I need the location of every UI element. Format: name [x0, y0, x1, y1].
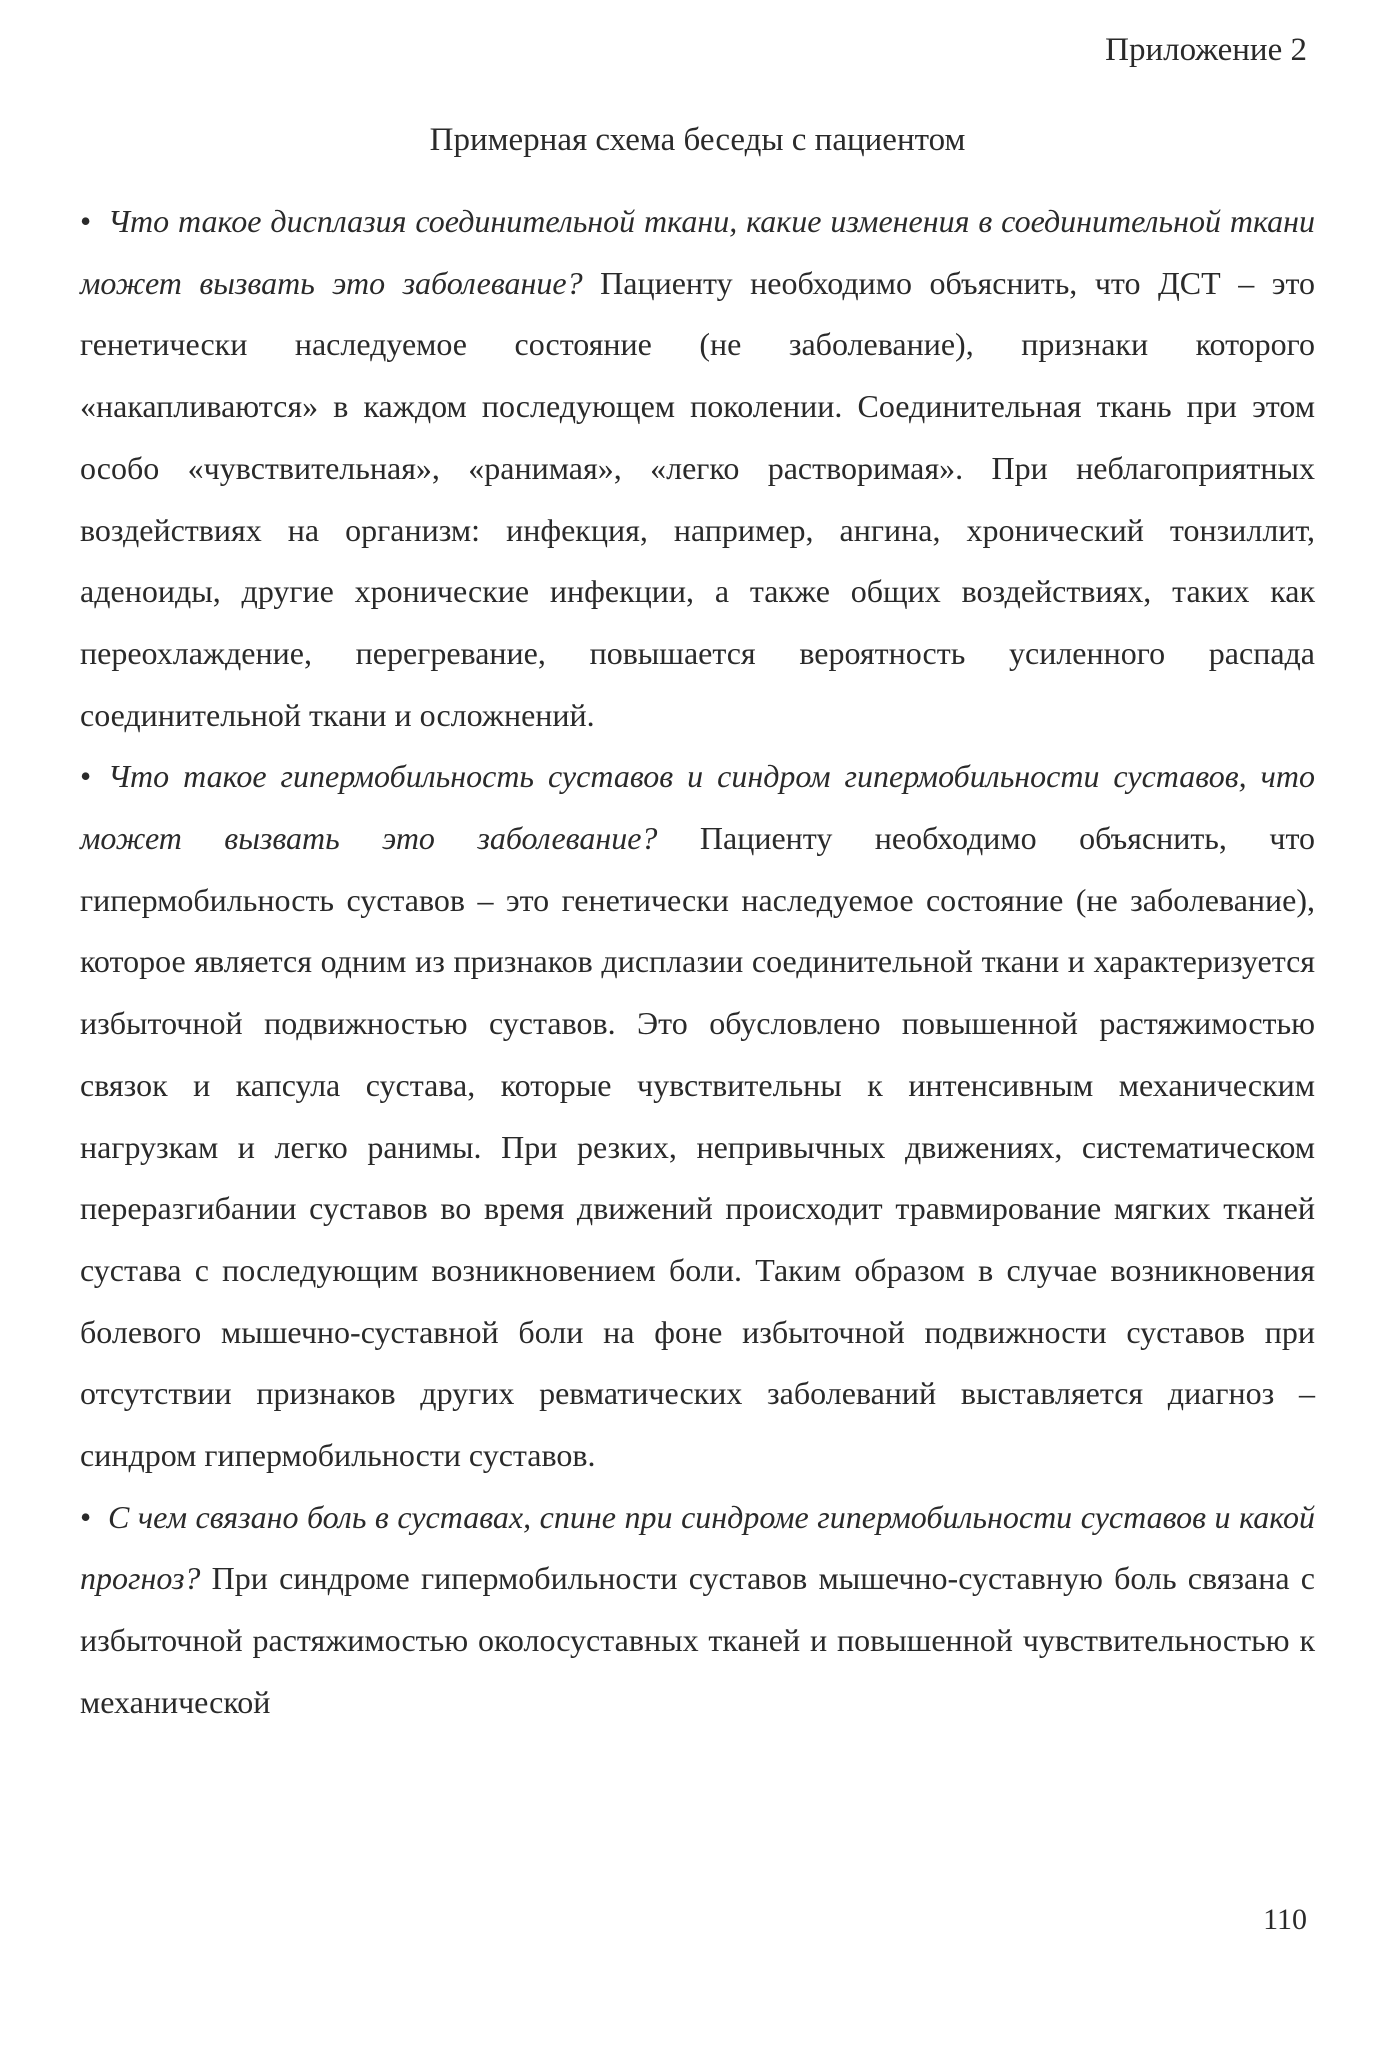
question-text: С чем связано боль в суставах, спине при синдроме гипермобильности суставов и какой прогноз?	[80, 1498, 1315, 1597]
paragraph-item-1	[80, 191, 1315, 746]
bullet-icon: •	[80, 758, 92, 795]
appendix-label: Приложение 2	[1105, 32, 1307, 68]
paragraph-item-3	[80, 1487, 1315, 1734]
answer-text: Пациенту необходимо объяснить, что гипермобильность суставов – это генетически наследуемое состояние (не заболевание), которое является одним из признаков дисплазии соединительной ткани и характеризуется избыточной подвижностью суставов. Это обусловлено повышенной растяжимостью связок и капсула сустава, которые чувствительны к интенсивным механическим нагрузкам и легко ранимы. При резких, непривычных движениях, систематическом переразгибании суставов во время движений происходит травмирование мягких тканей сустава с последующим возникновением боли. Таким образом в случае возникновения болевого мышечно-суставной боли на фоне избыточной подвижности суставов при отсутствии признаков других ревматических заболеваний выставляется диагноз – синдром гипермобильности суставов.	[80, 820, 1316, 1474]
page-number: 110	[1263, 1903, 1307, 1936]
paragraph-item-2	[80, 746, 1315, 1486]
bullet-icon: •	[80, 203, 92, 239]
bullet-icon: •	[80, 1498, 92, 1535]
answer-text: Пациенту необходимо объяснить, что ДСТ – это генетически наследуемое состояние (не заболевание), признаки которого «накапливаются» в каждом последующем поколении. Соединительная ткань при этом особо «чувствительная», «ранимая», «легко растворимая». При неблагоприятных воздействиях на организм: инфекция, например, ангина, хронический тонзиллит, аденоиды, другие хронические инфекции, а также общих воздействиях, таких как переохлаждение, перегревание, повышается вероятность усиленного распада соединительной ткани и осложнений.	[80, 264, 1316, 733]
question-text: Что такое гипермобильность суставов и синдром гипермобильности суставов, что может вызвать это заболевание?	[80, 758, 1315, 857]
answer-text: При синдроме гипермобильности суставов мышечно-суставную боль связана с избыточной растяжимостью околосуставных тканей и повышенной чувствительностью к механической	[80, 1560, 1315, 1720]
document-body	[80, 191, 1315, 1734]
document-title: Примерная схема беседы с пациентом	[429, 122, 966, 158]
question-text: Что такое дисплазия соединительной ткани, какие изменения в соединительной ткани может вызвать это заболевание?	[80, 203, 1315, 301]
